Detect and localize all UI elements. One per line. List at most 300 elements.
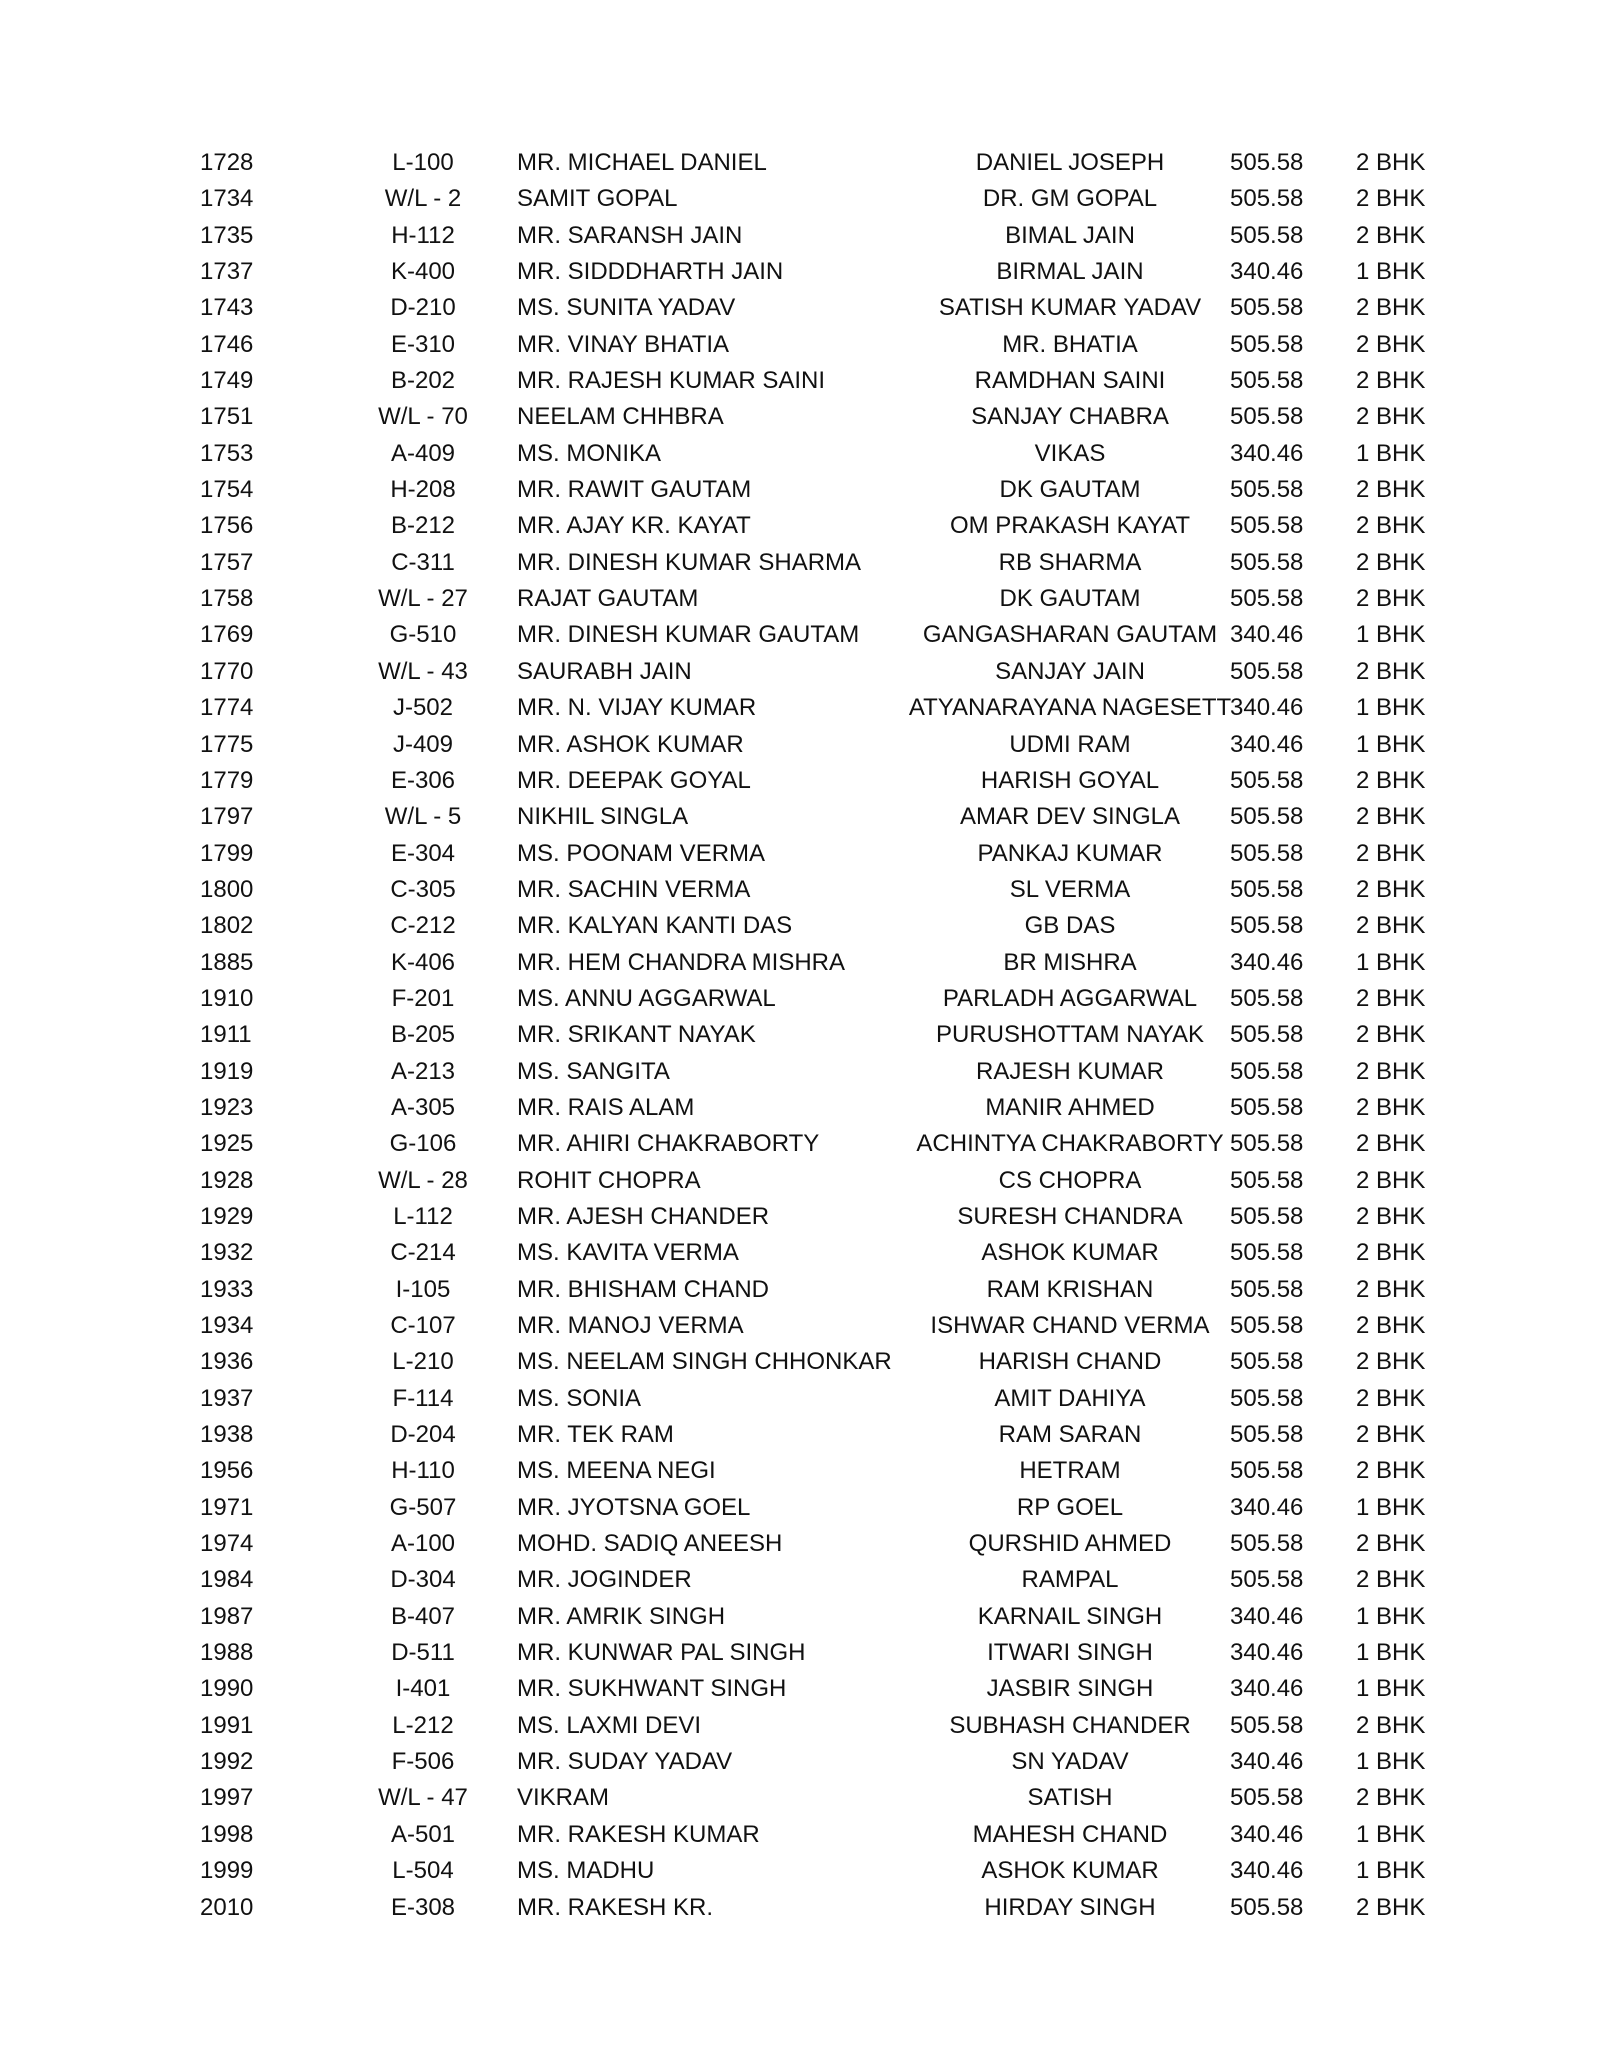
table-row	[0, 327, 1600, 363]
flat-type: 2 BHK	[1356, 1166, 1426, 1194]
allottee-name: ROHIT CHOPRA	[517, 1166, 701, 1194]
allotment-number: 1754	[200, 476, 254, 504]
allotment-number: 1925	[200, 1130, 254, 1158]
relative-name: BR MISHRA	[1003, 948, 1137, 976]
flat-number: E-310	[390, 330, 456, 358]
flat-number: B-205	[390, 1021, 456, 1049]
flat-number: H-208	[390, 476, 456, 504]
flat-area: 505.58	[1230, 1021, 1304, 1049]
relative-name: RAM SARAN	[998, 1421, 1142, 1449]
relative-name: BIMAL JAIN	[1005, 221, 1135, 249]
flat-area: 340.46	[1230, 694, 1304, 722]
table-row	[0, 363, 1600, 399]
allotment-number: 1990	[200, 1675, 254, 1703]
flat-type: 2 BHK	[1356, 1130, 1426, 1158]
relative-name: DK GAUTAM	[999, 476, 1141, 504]
table-row	[0, 1090, 1600, 1126]
flat-area: 505.58	[1230, 1893, 1304, 1921]
relative-name: KARNAIL SINGH	[977, 1602, 1163, 1630]
flat-type: 2 BHK	[1356, 912, 1426, 940]
flat-number: W/L - 43	[378, 657, 468, 685]
flat-area: 505.58	[1230, 221, 1304, 249]
flat-type: 1 BHK	[1356, 1748, 1426, 1776]
relative-name: ISHWAR CHAND VERMA	[930, 1312, 1210, 1339]
relative-name: ATYANARAYANA NAGESETT	[908, 694, 1232, 722]
allottee-name: MS. LAXMI DEVI	[517, 1711, 702, 1739]
relative-name: DANIEL JOSEPH	[975, 149, 1165, 176]
table-row	[0, 1562, 1600, 1598]
allotment-number: 1984	[200, 1566, 254, 1594]
flat-area: 505.58	[1230, 294, 1304, 322]
flat-number: D-304	[390, 1566, 456, 1594]
flat-number: I-105	[395, 1275, 451, 1303]
flat-type: 2 BHK	[1356, 1421, 1426, 1449]
flat-type: 2 BHK	[1356, 330, 1426, 358]
table-row	[0, 1890, 1600, 1926]
flat-number: A-305	[390, 1093, 456, 1121]
flat-area: 505.58	[1230, 839, 1304, 867]
table-row	[0, 654, 1600, 690]
table-row	[0, 872, 1600, 908]
relative-name: HIRDAY SINGH	[984, 1893, 1156, 1921]
relative-name: HARISH GOYAL	[980, 766, 1160, 794]
flat-area: 505.58	[1230, 476, 1304, 504]
table-row	[0, 1344, 1600, 1380]
flat-type: 2 BHK	[1356, 1566, 1426, 1594]
allottee-name: SAMIT GOPAL	[517, 185, 678, 213]
relative-name: QURSHID AHMED	[968, 1530, 1172, 1558]
table-row	[0, 690, 1600, 726]
table-row	[0, 254, 1600, 290]
flat-area: 505.58	[1230, 657, 1304, 685]
allottee-name: MS. NEELAM SINGH CHHONKAR	[517, 1348, 892, 1376]
allottee-name: MR. KUNWAR PAL SINGH	[517, 1639, 806, 1667]
allotment-number: 1933	[200, 1275, 254, 1303]
table-row	[0, 981, 1600, 1017]
allotment-number: 1737	[200, 258, 254, 286]
flat-type: 2 BHK	[1356, 1784, 1426, 1812]
relative-name: AMIT DAHIYA	[994, 1384, 1146, 1412]
allottee-name: MR. VINAY BHATIA	[517, 330, 730, 358]
table-row	[0, 1126, 1600, 1162]
flat-type: 2 BHK	[1356, 1202, 1426, 1230]
relative-name: DK GAUTAM	[999, 585, 1141, 613]
flat-type: 2 BHK	[1356, 512, 1426, 540]
flat-type: 1 BHK	[1356, 1639, 1426, 1667]
allotment-number: 1911	[200, 1021, 252, 1049]
flat-type: 2 BHK	[1356, 1530, 1426, 1558]
flat-area: 505.58	[1230, 585, 1304, 613]
flat-number: H-112	[391, 221, 455, 249]
allottee-name: MR. AMRIK SINGH	[517, 1602, 726, 1630]
relative-name: RB SHARMA	[998, 548, 1142, 576]
allottee-name: MR. ASHOK KUMAR	[517, 730, 744, 758]
table-row	[0, 617, 1600, 653]
flat-area: 505.58	[1230, 185, 1304, 213]
table-row	[0, 1054, 1600, 1090]
allottee-name: MR. AJESH CHANDER	[517, 1202, 770, 1230]
flat-number: W/L - 2	[384, 185, 462, 213]
table-row	[0, 1381, 1600, 1417]
table-row	[0, 763, 1600, 799]
relative-name: CS CHOPRA	[998, 1166, 1142, 1194]
flat-number: F-506	[391, 1748, 455, 1776]
allottee-name: MOHD. SADIQ ANEESH	[517, 1530, 783, 1558]
flat-area: 340.46	[1230, 1857, 1304, 1885]
flat-number: E-308	[390, 1893, 456, 1921]
relative-name: SATISH KUMAR YADAV	[938, 294, 1202, 322]
flat-number: W/L - 28	[378, 1166, 468, 1194]
relative-name: ASHOK KUMAR	[981, 1857, 1159, 1885]
allottee-name: MR. MICHAEL DANIEL	[517, 149, 767, 176]
allottee-name: MR. TEK RAM	[517, 1421, 674, 1449]
allottee-name: MS. KAVITA VERMA	[517, 1239, 739, 1267]
flat-number: W/L - 47	[378, 1784, 468, 1812]
flat-number: L-100	[392, 149, 454, 176]
flat-area: 340.46	[1230, 1820, 1304, 1848]
table-row	[0, 1163, 1600, 1199]
allotment-number: 1934	[200, 1312, 254, 1339]
flat-area: 505.58	[1230, 912, 1304, 940]
allottee-name: MR. RAJESH KUMAR SAINI	[517, 367, 826, 395]
allottee-name: MS. SONIA	[517, 1384, 642, 1412]
flat-area: 505.58	[1230, 512, 1304, 540]
flat-number: D-204	[390, 1421, 456, 1449]
flat-area: 340.46	[1230, 1602, 1304, 1630]
allottee-name: MS. SANGITA	[517, 1057, 670, 1085]
relative-name: OM PRAKASH KAYAT	[949, 512, 1191, 540]
flat-number: A-213	[390, 1057, 456, 1085]
allotment-number: 1956	[200, 1457, 254, 1485]
flat-area: 505.58	[1230, 1348, 1304, 1376]
allottee-name: VIKRAM	[517, 1784, 610, 1812]
relative-name: SL VERMA	[1009, 875, 1131, 903]
table-row	[0, 727, 1600, 763]
table-row	[0, 1853, 1600, 1889]
flat-type: 1 BHK	[1356, 621, 1426, 649]
table-row	[0, 218, 1600, 254]
flat-type: 2 BHK	[1356, 875, 1426, 903]
flat-area: 505.58	[1230, 1530, 1304, 1558]
flat-type: 2 BHK	[1356, 1457, 1426, 1485]
flat-number: G-106	[389, 1130, 457, 1158]
allottee-name: RAJAT GAUTAM	[517, 585, 699, 613]
relative-name: VIKAS	[1034, 439, 1106, 467]
allottee-name: SAURABH JAIN	[517, 657, 692, 685]
flat-area: 505.58	[1230, 1166, 1304, 1194]
allotment-number: 1923	[200, 1093, 254, 1121]
table-row	[0, 1235, 1600, 1271]
relative-name: HETRAM	[1019, 1457, 1121, 1485]
flat-area: 505.58	[1230, 367, 1304, 395]
allottee-name: MR. SUDAY YADAV	[517, 1748, 733, 1776]
flat-area: 505.58	[1230, 1130, 1304, 1158]
relative-name: JASBIR SINGH	[986, 1675, 1154, 1703]
flat-number: F-114	[392, 1384, 454, 1412]
flat-area: 505.58	[1230, 403, 1304, 431]
flat-area: 340.46	[1230, 1639, 1304, 1667]
table-row	[0, 581, 1600, 617]
flat-area: 340.46	[1230, 621, 1304, 649]
table-row	[0, 1780, 1600, 1816]
flat-area: 505.58	[1230, 1275, 1304, 1303]
flat-type: 2 BHK	[1356, 839, 1426, 867]
flat-type: 2 BHK	[1356, 1348, 1426, 1376]
relative-name: UDMI RAM	[1009, 730, 1131, 758]
flat-number: B-202	[390, 367, 456, 395]
flat-area: 340.46	[1230, 730, 1304, 758]
allotment-number: 1910	[200, 984, 254, 1012]
table-row	[0, 545, 1600, 581]
relative-name: ACHINTYA CHAKRABORTY	[916, 1130, 1224, 1158]
relative-name: RP GOEL	[1016, 1493, 1124, 1521]
flat-type: 2 BHK	[1356, 1893, 1426, 1921]
flat-area: 505.58	[1230, 1057, 1304, 1085]
flat-number: H-110	[391, 1457, 455, 1485]
table-row	[0, 1599, 1600, 1635]
flat-area: 505.58	[1230, 766, 1304, 794]
flat-area: 505.58	[1230, 149, 1304, 176]
allotment-number: 1746	[200, 330, 254, 358]
allotment-number: 1800	[200, 875, 254, 903]
flat-number: L-212	[392, 1711, 454, 1739]
relative-name: RAM KRISHAN	[986, 1275, 1154, 1303]
allotment-number: 1743	[200, 294, 254, 322]
allottee-name: MR. HEM CHANDRA MISHRA	[517, 948, 846, 976]
relative-name: HARISH CHAND	[978, 1348, 1162, 1376]
flat-area: 340.46	[1230, 439, 1304, 467]
flat-type: 1 BHK	[1356, 1493, 1426, 1521]
allottee-name: NEELAM CHHBRA	[517, 403, 724, 431]
allottee-name: MR. JOGINDER	[517, 1566, 692, 1594]
allottee-name: MR. SIDDDHARTH JAIN	[517, 258, 784, 286]
flat-number: A-409	[390, 439, 456, 467]
flat-area: 505.58	[1230, 984, 1304, 1012]
allottee-name: MR. SARANSH JAIN	[517, 221, 743, 249]
flat-type: 1 BHK	[1356, 1675, 1426, 1703]
allottee-name: MR. AHIRI CHAKRABORTY	[517, 1130, 820, 1158]
flat-type: 2 BHK	[1356, 585, 1426, 613]
flat-area: 505.58	[1230, 1457, 1304, 1485]
table-row	[0, 181, 1600, 217]
table-row	[0, 472, 1600, 508]
flat-type: 1 BHK	[1356, 439, 1426, 467]
relative-name: SURESH CHANDRA	[957, 1202, 1183, 1230]
table-row	[0, 799, 1600, 835]
flat-number: C-107	[390, 1312, 456, 1339]
table-row	[0, 290, 1600, 326]
flat-area: 505.58	[1230, 1093, 1304, 1121]
allotment-number: 1734	[200, 185, 254, 213]
flat-number: C-311	[391, 548, 455, 576]
allotment-number: 1751	[200, 403, 254, 431]
flat-area: 505.58	[1230, 1421, 1304, 1449]
table-row	[0, 1417, 1600, 1453]
relative-name: GB DAS	[1024, 912, 1116, 940]
relative-name: BIRMAL JAIN	[996, 258, 1144, 286]
allottee-name: MS. ANNU AGGARWAL	[517, 984, 776, 1012]
table-row	[0, 145, 1600, 181]
flat-area: 505.58	[1230, 1384, 1304, 1412]
flat-number: K-400	[390, 258, 456, 286]
relative-name: PANKAJ KUMAR	[977, 839, 1163, 867]
allottee-name: MS. POONAM VERMA	[517, 839, 766, 867]
allotment-number: 1988	[200, 1639, 254, 1667]
flat-number: G-507	[389, 1493, 457, 1521]
allotment-number: 1998	[200, 1820, 254, 1848]
flat-type: 2 BHK	[1356, 367, 1426, 395]
allotment-number: 1971	[200, 1493, 254, 1521]
table-row	[0, 1453, 1600, 1489]
flat-type: 2 BHK	[1356, 1275, 1426, 1303]
allotment-number: 1999	[200, 1857, 254, 1885]
allottee-name: MS. MEENA NEGI	[517, 1457, 716, 1485]
flat-type: 1 BHK	[1356, 694, 1426, 722]
allotment-number: 1991	[200, 1711, 254, 1739]
flat-area: 505.58	[1230, 1566, 1304, 1594]
flat-type: 1 BHK	[1356, 1857, 1426, 1885]
flat-number: D-511	[391, 1639, 455, 1667]
table-row	[0, 399, 1600, 435]
allotment-number: 1938	[200, 1421, 254, 1449]
relative-name: MANIR AHMED	[985, 1093, 1155, 1121]
flat-number: W/L - 5	[384, 803, 462, 831]
allottee-name: MR. BHISHAM CHAND	[517, 1275, 770, 1303]
allotment-number: 1758	[200, 585, 254, 613]
flat-area: 505.58	[1230, 330, 1304, 358]
flat-type: 2 BHK	[1356, 1384, 1426, 1412]
allottee-name: MS. SUNITA YADAV	[517, 294, 736, 322]
allotment-number: 1929	[200, 1202, 254, 1230]
flat-type: 1 BHK	[1356, 730, 1426, 758]
flat-number: E-306	[390, 766, 456, 794]
allotment-number: 1885	[200, 948, 254, 976]
flat-type: 2 BHK	[1356, 1239, 1426, 1267]
allotment-number: 1937	[200, 1384, 254, 1412]
allotment-number: 1735	[200, 221, 254, 249]
allotment-number: 1769	[200, 621, 254, 649]
flat-area: 505.58	[1230, 1202, 1304, 1230]
allottee-name: MR. SACHIN VERMA	[517, 875, 751, 903]
allottee-name: MR. AJAY KR. KAYAT	[517, 512, 751, 540]
allotment-number: 1779	[200, 766, 254, 794]
relative-name: AMAR DEV SINGLA	[959, 803, 1181, 831]
flat-number: B-407	[390, 1602, 456, 1630]
allotment-number: 1932	[200, 1239, 254, 1267]
allottee-name: MR. RAWIT GAUTAM	[517, 476, 752, 504]
flat-number: K-406	[390, 948, 456, 976]
relative-name: MAHESH CHAND	[972, 1820, 1168, 1848]
flat-type: 2 BHK	[1356, 984, 1426, 1012]
allottee-name: MR. RAKESH KR.	[517, 1893, 714, 1921]
allotment-number: 1987	[200, 1602, 254, 1630]
relative-name: SANJAY CHABRA	[971, 403, 1169, 431]
table-row	[0, 436, 1600, 472]
table-row	[0, 1490, 1600, 1526]
allotment-number: 1992	[200, 1748, 254, 1776]
allottee-name: MS. MADHU	[517, 1857, 655, 1885]
allottee-name: MR. SRIKANT NAYAK	[517, 1021, 756, 1049]
flat-type: 2 BHK	[1356, 403, 1426, 431]
allotment-number: 2010	[200, 1893, 254, 1921]
table-row	[0, 1272, 1600, 1308]
flat-type: 1 BHK	[1356, 1820, 1426, 1848]
relative-name: RAMDHAN SAINI	[974, 367, 1166, 395]
allotment-number: 1774	[200, 694, 254, 722]
allottee-name: MR. DINESH KUMAR SHARMA	[517, 548, 862, 576]
flat-number: I-401	[395, 1675, 451, 1703]
relative-name: ITWARI SINGH	[987, 1639, 1153, 1667]
relative-name: PARLADH AGGARWAL	[942, 984, 1198, 1012]
flat-type: 2 BHK	[1356, 294, 1426, 322]
flat-number: D-210	[390, 294, 456, 322]
allotment-number: 1749	[200, 367, 254, 395]
allottee-name: MR. RAKESH KUMAR	[517, 1820, 760, 1848]
allotment-number: 1756	[200, 512, 254, 540]
allotment-number: 1919	[200, 1057, 254, 1085]
allottee-name: MR. JYOTSNA GOEL	[517, 1493, 751, 1521]
flat-area: 340.46	[1230, 1675, 1304, 1703]
relative-name: SANJAY JAIN	[995, 657, 1145, 685]
flat-type: 2 BHK	[1356, 657, 1426, 685]
flat-number: A-501	[390, 1820, 456, 1848]
allotment-number: 1770	[200, 657, 254, 685]
flat-area: 505.58	[1230, 803, 1304, 831]
table-row	[0, 1671, 1600, 1707]
flat-number: L-210	[392, 1348, 454, 1376]
flat-type: 1 BHK	[1356, 1602, 1426, 1630]
flat-area: 505.58	[1230, 1312, 1304, 1339]
table-row	[0, 908, 1600, 944]
allottee-name: MR. KALYAN KANTI DAS	[517, 912, 793, 940]
flat-type: 2 BHK	[1356, 803, 1426, 831]
allottee-name: MS. MONIKA	[517, 439, 662, 467]
allotment-number: 1728	[200, 149, 254, 176]
flat-type: 2 BHK	[1356, 548, 1426, 576]
flat-number: E-304	[390, 839, 456, 867]
table-row	[0, 1308, 1600, 1344]
flat-number: C-214	[390, 1239, 456, 1267]
flat-number: J-502	[392, 694, 454, 722]
flat-type: 2 BHK	[1356, 1312, 1426, 1339]
table-row	[0, 1526, 1600, 1562]
allotment-number: 1757	[200, 548, 254, 576]
allottee-name: MR. MANOJ VERMA	[517, 1312, 744, 1339]
table-row	[0, 1199, 1600, 1235]
flat-number: B-212	[390, 512, 456, 540]
flat-type: 2 BHK	[1356, 1021, 1426, 1049]
allotment-number: 1802	[200, 912, 254, 940]
allotment-number: 1775	[200, 730, 254, 758]
flat-area: 505.58	[1230, 1711, 1304, 1739]
relative-name: PURUSHOTTAM NAYAK	[935, 1021, 1205, 1049]
flat-type: 2 BHK	[1356, 1057, 1426, 1085]
flat-number: A-100	[390, 1530, 456, 1558]
flat-type: 2 BHK	[1356, 766, 1426, 794]
relative-name: SN YADAV	[1011, 1748, 1129, 1776]
flat-area: 505.58	[1230, 548, 1304, 576]
flat-area: 505.58	[1230, 875, 1304, 903]
flat-type: 2 BHK	[1356, 476, 1426, 504]
allotment-number: 1753	[200, 439, 254, 467]
flat-type: 2 BHK	[1356, 149, 1426, 176]
allottee-name: MR. SUKHWANT SINGH	[517, 1675, 787, 1703]
flat-type: 1 BHK	[1356, 948, 1426, 976]
table-row	[0, 508, 1600, 544]
table-row	[0, 1635, 1600, 1671]
allottee-name: NIKHIL SINGLA	[517, 803, 689, 831]
flat-area: 505.58	[1230, 1239, 1304, 1267]
